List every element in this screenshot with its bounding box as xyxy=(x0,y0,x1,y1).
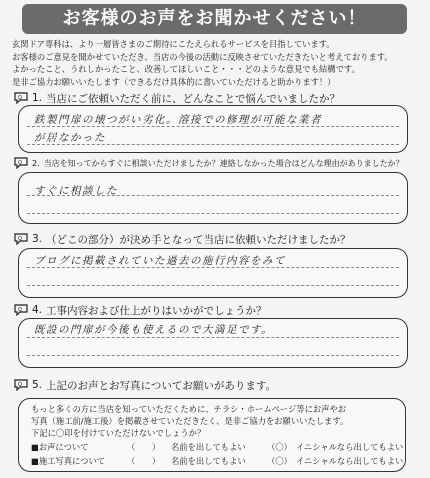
question-number: 1. xyxy=(32,92,43,104)
question-3 xyxy=(14,232,351,246)
consent-checkbox[interactable]: （〇） xyxy=(267,456,292,466)
intro-line: お客様のご意見を聞かせていただき、当店の今後の活動に反映させていただきたいと考えております。 xyxy=(12,51,393,62)
handwritten-answer: すぐに相談した xyxy=(34,185,118,197)
consent-row-label: ■施工写真について xyxy=(31,456,106,466)
handwritten-answer: 鉄製門扉の壊つがい劣化。溶接での修理が可能な業者 xyxy=(34,114,322,126)
question-text: 当店を知ってからすぐに相談いただけましたか？連絡しなかった場合はどんな理由がありましたか？ xyxy=(43,158,404,168)
handwritten-answer: ブログに掲載されていた過去の施行内容をみて xyxy=(34,255,286,267)
question-number: 5. xyxy=(32,379,43,391)
consent-checkbox[interactable]: （ ） xyxy=(127,442,161,452)
svg-text:Q: Q xyxy=(18,160,22,166)
intro-line: 是非ご協力お願いいたします（できるだけ具体的に書いていただけると助かります！） xyxy=(12,76,336,87)
consent-checkbox[interactable]: （ ） xyxy=(127,456,161,466)
page-banner: お客様のお声をお聞かせください！ xyxy=(22,4,407,34)
question-text: （どこの部分）が決め手となって当店に依頼いただけましたか？ xyxy=(46,233,351,246)
question-number: 4. xyxy=(32,304,43,316)
intro-text xyxy=(12,38,422,88)
intro-line: よかったこと、うれしかったこと、改善してほしいこと・・・どのような意見でも結構です。 xyxy=(12,64,360,74)
handwritten-answer: が居なかった xyxy=(34,132,106,144)
question-number: 3. xyxy=(32,233,43,245)
consent-checkbox[interactable]: （〇） xyxy=(267,442,292,452)
speech-bubble-icon xyxy=(14,157,28,169)
consent-line: 下記に〇印を付けていただけないでしょうか？ xyxy=(31,428,206,438)
consent-row-voice xyxy=(31,441,403,453)
question-1 xyxy=(14,91,340,105)
question-text: 上記のお声とお写真についてお願いがあります。 xyxy=(46,379,276,392)
question-2 xyxy=(14,156,404,170)
consent-row-photo xyxy=(31,455,403,467)
speech-bubble-icon xyxy=(14,92,28,104)
answer-box-2 xyxy=(18,172,408,224)
question-text: 当店にご依頼いただく前に、どんなことで悩んでいましたか？ xyxy=(46,92,341,105)
name-ok-option: 名前を出してもよい xyxy=(171,456,246,466)
question-text: 工事内容および仕上がりはいかがでしょうか？ xyxy=(46,304,267,317)
selected-mark: 〇 xyxy=(275,442,284,452)
question-5 xyxy=(14,378,276,392)
svg-text:Q: Q xyxy=(18,95,22,101)
handwritten-answer: 既設の門扉が今後も使えるので大満足です。 xyxy=(34,324,274,336)
intro-line: 玄関ドア専科は、より一層皆さまのご期待にこたえられるサービスを目指しています。 xyxy=(12,39,335,49)
consent-line: もっと多くの方に当店を知っていただくために、チラシ・ホームページ等にお声やお xyxy=(31,404,347,414)
question-number: 2. xyxy=(32,158,40,168)
consent-text xyxy=(31,403,348,439)
consent-box xyxy=(18,398,406,472)
name-ok-option: 名前を出してもよい xyxy=(171,442,246,452)
svg-text:Q: Q xyxy=(18,307,22,313)
speech-bubble-icon xyxy=(14,379,28,391)
selected-mark: 〇 xyxy=(275,456,284,466)
svg-text:Q: Q xyxy=(18,236,22,242)
question-4 xyxy=(14,303,267,317)
initials-option: イニシャルなら出してもよい xyxy=(295,442,404,452)
initials-option: イニシャルなら出してもよい xyxy=(295,456,404,466)
consent-line: 写真（施工前/施工後）を掲載させていただきたく、是非ご協力をお願いいたします。 xyxy=(31,416,349,426)
consent-row-label: ■お声について xyxy=(31,442,89,452)
speech-bubble-icon xyxy=(14,233,28,245)
svg-text:Q: Q xyxy=(18,382,22,388)
speech-bubble-icon xyxy=(14,304,28,316)
